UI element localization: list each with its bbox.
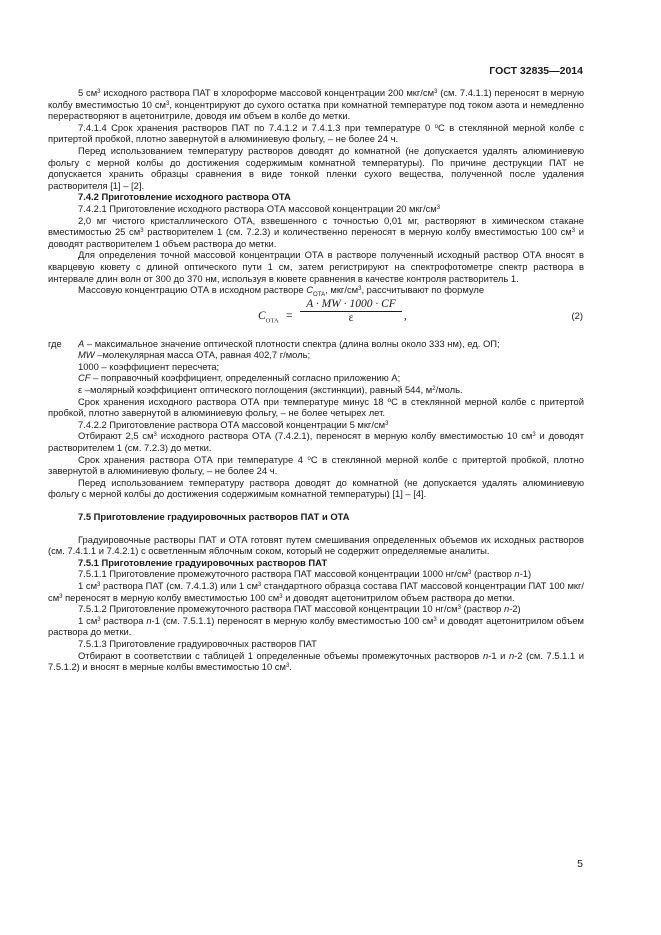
paragraph: 7.4.1.4 Срок хранения растворов ПАТ по 7.4.1.2 и 7.4.1.3 при температуре 0 $^о$С в стеклянной мерной колбе с притертой пробкой, плотно завернутой в алюминиевую фольгу, – не более 24 ч. xyxy=(48,121,584,145)
definition-item: 1000 – коэффициент пересчета; xyxy=(78,360,220,372)
paragraph: Отбирают 2,5 $см^3$ исходного раствора ОТА (7.4.2.1), переносят в мерную колбу вместимостью 10 $см^3$ и доводят растворителем 1 (см. 7.2.3) до метки. xyxy=(48,430,584,454)
formula-equals: = xyxy=(286,309,293,322)
definition-item: A – максимальное значение оптической плотности спектра (длина волны около 333 нм), ед. ОП; xyxy=(78,337,500,349)
document-header: ГОСТ 32835—2014 xyxy=(489,65,583,77)
section-heading: 7.4.2 Приготовление исходного раствора ОТА xyxy=(78,191,291,203)
paragraph: Отбирают в соответствии с таблицей 1 определенные объемы промежуточных растворов n-1 и n-2 (см. 7.5.1.1 и 7.5.1.2) и вносят в мерные колбы вместимостью 10 $см^3$. xyxy=(48,649,584,673)
formula-denominator: ε xyxy=(348,312,354,325)
paragraph: 7.4.2.1 Приготовление исходного раствора ОТА массовой концентрации 20 мкг/$см^3$ xyxy=(78,202,441,214)
paragraph: 1 $см^3$ раствора ПАТ (см. 7.4.1.3) или 1 $см^3$ стандартного образца состава ПАТ массовой концентрации ПАТ 100 мкг/$см^3$ переносят в мерную колбу вместимостью 100 $см^3$ и доводят ацетонитрилом объем раствора до метки. xyxy=(48,579,585,603)
paragraph: 7.5.1.2 Приготовление промежуточного раствора ПАТ массовой концентрации 10 $нг/см^3$ (раствор n-2) xyxy=(78,603,521,615)
variable-definitions xyxy=(48,338,584,396)
formula xyxy=(48,298,584,338)
formula-comma: , xyxy=(404,309,407,322)
section-heading: 7.5 Приготовление градуировочных растворов ПАТ и ОТА xyxy=(78,511,350,522)
paragraph: Перед использованием температуру раствора доводят до комнатной (не допускается удалять алюминиевую фольгу с мерной колбы до достижения содержимым комнатной температуры) [1] – [4]. xyxy=(48,476,584,500)
paragraph: 7.5.1.3 Приготовление градуировочных растворов ПАТ xyxy=(78,637,317,649)
paragraph: Срок хранения раствора ОТА при температуре 4 $^о$С в стеклянной мерной колбе с притертой пробкой, плотно завернутой в алюминиевую фольгу, – не более 24 ч. xyxy=(48,453,584,477)
paragraph: Для определения точной массовой концентрации ОТА в растворе полученный исходный раствор ОТА вносят в кварцевую кювету с длиной оптического пути 1 см, затем регистрируют на спектрофотометре спектр раствора в интервале длин волн от 300 до 370 нм, используя в кювете сравнения в качестве контроля растворитель 1. xyxy=(48,249,584,284)
paragraph: Срок хранения исходного раствора ОТА при температуре минус 18 ºС в стеклянной мерной колбе с притертой пробкой, плотно завернутой в алюминиевую фольгу, – не более четырех лет. xyxy=(48,395,584,419)
definition-item: CF – поправочный коэффициент, определенный согласно приложению А; xyxy=(78,372,401,384)
formula-lhs: $C_{ОТА}$ xyxy=(258,309,279,324)
formula-number: (2) xyxy=(571,309,583,321)
paragraph: 7.5.1.1 Приготовление промежуточного раствора ПАТ массовой концентрации 1000 $нг/см^3$ (раствор n-1) xyxy=(78,568,532,580)
definition-item: MW –молекулярная масса ОТА, равная 402,7 г/моль; xyxy=(78,349,311,361)
paragraph: 7.4.2.2 Приготовление раствора ОТА массовой концентрации 5 мкг/$см^3$ xyxy=(78,418,389,430)
paragraph: Массовую концентрацию ОТА в исходном растворе $C_{ОТА}$, мкг/$см^3$, рассчитывают по формуле xyxy=(78,284,485,298)
definition-item: ε –молярный коэффициент оптического поглощения (экстинкции), равный 544, $м^2$/моль. xyxy=(78,384,463,396)
paragraph: 5 $см^3$ исходного раствора ПАТ в хлороформе массовой концентрации 200 мкг/$см^3$ (см. 7.4.1.1) переносят в мерную колбу вместимостью 10 $см^3$, концентрируют до сухого остатка при комнатной температуре под током азота и немедленно перерастворяют в ацетонитриле, доводя им объем в колбе до метки. xyxy=(48,87,585,122)
formula-numerator: A · MW · 1000 · CF xyxy=(300,299,402,313)
paragraph: 1 $см^3$ раствора n-1 (см. 7.5.1.1) переносят в мерную колбу вместимостью 100 $см^3$ и доводят ацетонитрилом объем раствора до метки. xyxy=(48,614,584,638)
paragraph: Градуировочные растворы ПАТ и ОТА готовят путем смешивания определенных объемов их исходных растворов (см. 7.4.1.1 и 7.4.2.1) с осветленным яблочным соком, который не содержит определяемые аналиты. xyxy=(48,533,584,557)
section-heading: 7.5.1 Приготовление градуировочных растворов ПАТ xyxy=(78,556,328,568)
document-body xyxy=(48,87,584,673)
where-word: где xyxy=(48,337,62,349)
paragraph: 2,0 мг чистого кристаллического ОТА, взвешенного с точностью 0,01 мг, растворяют в химическом стакане вместимостью 25 $см^3$ растворителем 1 (см. 7.2.3) и количественно переносят в мерную колбу вместимостью 100 $см^3$ и доводят растворителем 1 объем раствора до метки. xyxy=(48,214,584,249)
formula-fraction xyxy=(300,299,402,325)
paragraph: Перед использованием температуру растворов доводят до комнатной (не допускается удалять алюминиевую фольгу с мерной колбы до достижения содержимым комнатной температуры). По причине деструкции ПАТ не допускается хранить образцы сравнения в виде тонкой пленки сухого вещества, полученной после удаления растворителя [1] – [2]. xyxy=(48,144,584,191)
page-number: 5 xyxy=(577,858,583,870)
